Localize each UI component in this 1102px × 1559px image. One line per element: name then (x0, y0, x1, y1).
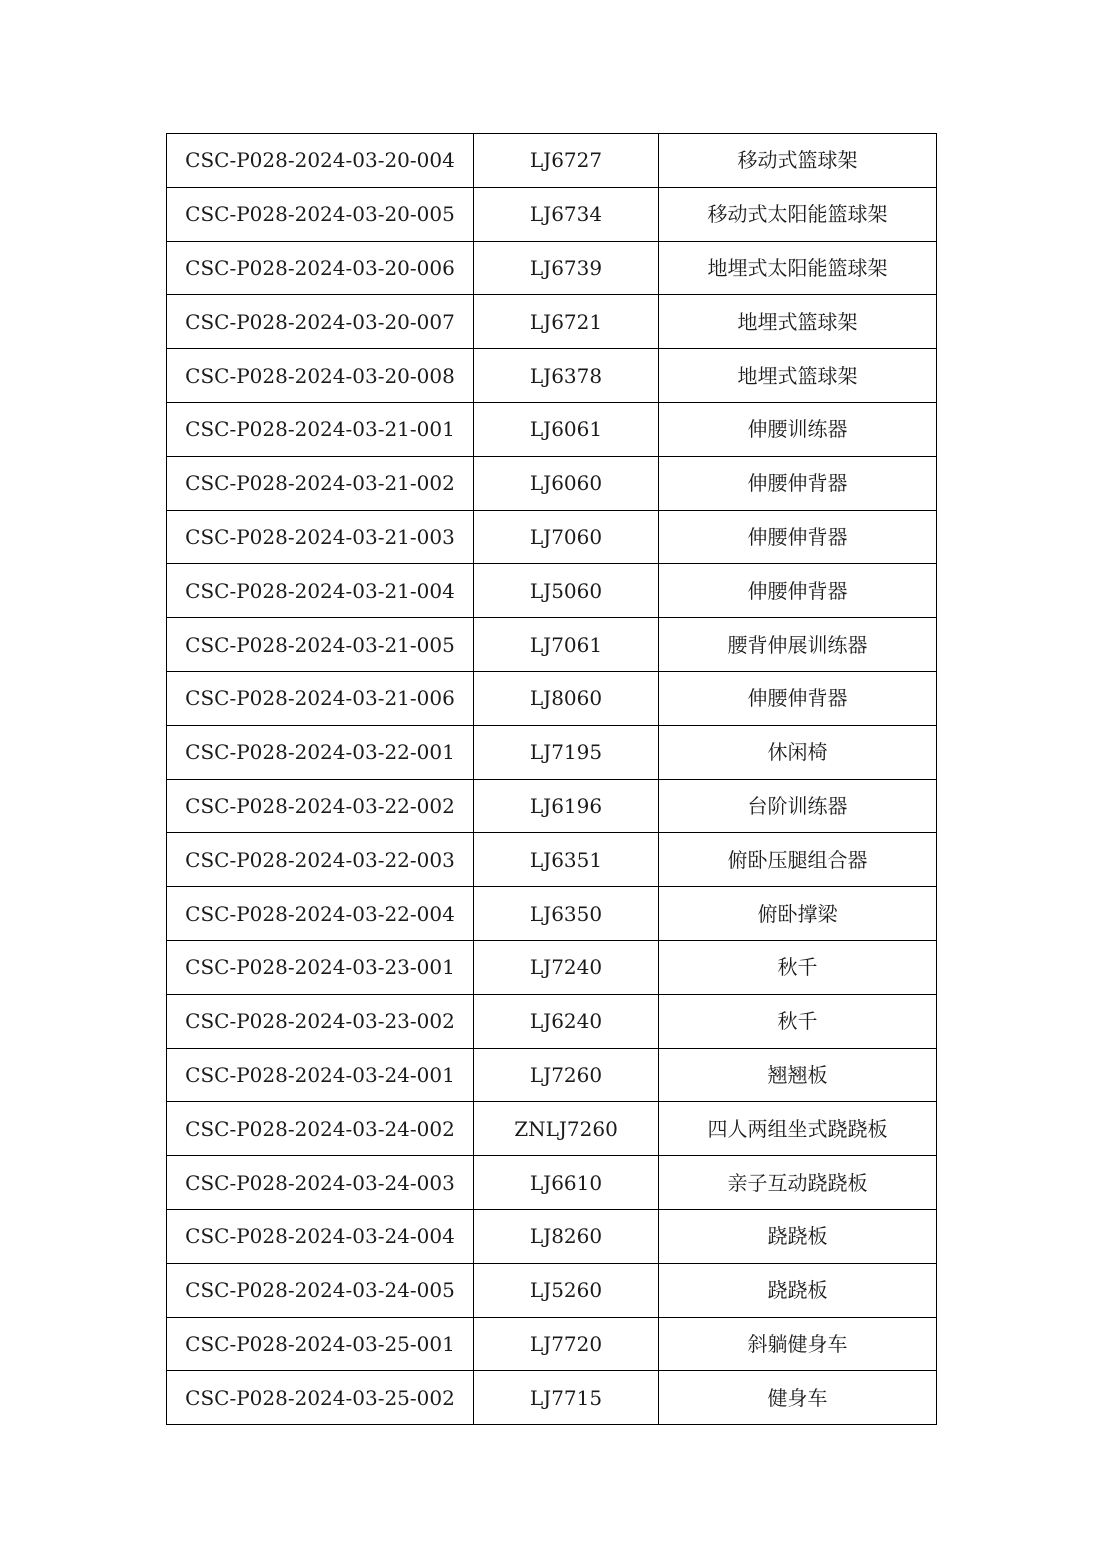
certificate-number-cell: CSC-P028-2024-03-22-004 (167, 887, 474, 941)
model-cell: LJ6240 (474, 994, 659, 1048)
table-row (167, 1048, 937, 1102)
model-cell: LJ7240 (474, 940, 659, 994)
table-row (167, 456, 937, 510)
certificate-number-cell: CSC-P028-2024-03-22-003 (167, 833, 474, 887)
certificate-number-cell: CSC-P028-2024-03-22-002 (167, 779, 474, 833)
table-row (167, 1371, 937, 1425)
certificate-number-cell: CSC-P028-2024-03-21-002 (167, 456, 474, 510)
certificate-number-cell: CSC-P028-2024-03-23-002 (167, 994, 474, 1048)
table-row (167, 1263, 937, 1317)
product-name-cell: 休闲椅 (659, 725, 937, 779)
certificate-number-cell: CSC-P028-2024-03-20-006 (167, 241, 474, 295)
product-name-cell: 跷跷板 (659, 1209, 937, 1263)
product-name-cell: 秋千 (659, 940, 937, 994)
model-cell: LJ6610 (474, 1156, 659, 1210)
model-cell: LJ6060 (474, 456, 659, 510)
table-row (167, 1156, 937, 1210)
table-row (167, 994, 937, 1048)
model-cell: LJ6727 (474, 134, 659, 188)
table-row (167, 1102, 937, 1156)
certificate-number-cell: CSC-P028-2024-03-21-005 (167, 618, 474, 672)
model-cell: LJ6350 (474, 887, 659, 941)
table-row (167, 402, 937, 456)
model-cell: LJ7720 (474, 1317, 659, 1371)
certificate-number-cell: CSC-P028-2024-03-20-004 (167, 134, 474, 188)
table-row (167, 833, 937, 887)
certificate-number-cell: CSC-P028-2024-03-25-001 (167, 1317, 474, 1371)
product-name-cell: 斜躺健身车 (659, 1317, 937, 1371)
product-name-cell: 俯卧撑梁 (659, 887, 937, 941)
table-row (167, 779, 937, 833)
table-body (167, 134, 937, 1425)
model-cell: LJ8260 (474, 1209, 659, 1263)
table-row (167, 295, 937, 349)
certificate-table (166, 133, 937, 1425)
product-name-cell: 亲子互动跷跷板 (659, 1156, 937, 1210)
product-name-cell: 地埋式篮球架 (659, 295, 937, 349)
certificate-number-cell: CSC-P028-2024-03-20-007 (167, 295, 474, 349)
table-row (167, 241, 937, 295)
certificate-number-cell: CSC-P028-2024-03-23-001 (167, 940, 474, 994)
table-row (167, 349, 937, 403)
model-cell: LJ6196 (474, 779, 659, 833)
table-row (167, 618, 937, 672)
certificate-number-cell: CSC-P028-2024-03-24-003 (167, 1156, 474, 1210)
certificate-number-cell: CSC-P028-2024-03-20-005 (167, 187, 474, 241)
certificate-number-cell: CSC-P028-2024-03-25-002 (167, 1371, 474, 1425)
product-name-cell: 腰背伸展训练器 (659, 618, 937, 672)
product-name-cell: 移动式篮球架 (659, 134, 937, 188)
table-row (167, 1209, 937, 1263)
certificate-number-cell: CSC-P028-2024-03-21-001 (167, 402, 474, 456)
table-row (167, 564, 937, 618)
product-name-cell: 俯卧压腿组合器 (659, 833, 937, 887)
table-row (167, 887, 937, 941)
model-cell: LJ5060 (474, 564, 659, 618)
product-name-cell: 移动式太阳能篮球架 (659, 187, 937, 241)
model-cell: LJ7260 (474, 1048, 659, 1102)
model-cell: LJ7195 (474, 725, 659, 779)
model-cell: LJ7715 (474, 1371, 659, 1425)
certificate-number-cell: CSC-P028-2024-03-20-008 (167, 349, 474, 403)
model-cell: LJ5260 (474, 1263, 659, 1317)
certificate-number-cell: CSC-P028-2024-03-21-003 (167, 510, 474, 564)
product-name-cell: 地埋式太阳能篮球架 (659, 241, 937, 295)
model-cell: LJ6061 (474, 402, 659, 456)
product-name-cell: 跷跷板 (659, 1263, 937, 1317)
certificate-number-cell: CSC-P028-2024-03-24-004 (167, 1209, 474, 1263)
product-name-cell: 四人两组坐式跷跷板 (659, 1102, 937, 1156)
model-cell: LJ6378 (474, 349, 659, 403)
product-name-cell: 秋千 (659, 994, 937, 1048)
product-name-cell: 伸腰伸背器 (659, 510, 937, 564)
table-row (167, 725, 937, 779)
certificate-number-cell: CSC-P028-2024-03-21-004 (167, 564, 474, 618)
table-row (167, 671, 937, 725)
certificate-number-cell: CSC-P028-2024-03-22-001 (167, 725, 474, 779)
model-cell: LJ6739 (474, 241, 659, 295)
table-row (167, 940, 937, 994)
model-cell: LJ7061 (474, 618, 659, 672)
table-row (167, 187, 937, 241)
certificate-number-cell: CSC-P028-2024-03-21-006 (167, 671, 474, 725)
model-cell: LJ8060 (474, 671, 659, 725)
product-name-cell: 地埋式篮球架 (659, 349, 937, 403)
table-row (167, 510, 937, 564)
product-name-cell: 伸腰伸背器 (659, 564, 937, 618)
certificate-number-cell: CSC-P028-2024-03-24-001 (167, 1048, 474, 1102)
model-cell: LJ6351 (474, 833, 659, 887)
certificate-number-cell: CSC-P028-2024-03-24-005 (167, 1263, 474, 1317)
product-name-cell: 台阶训练器 (659, 779, 937, 833)
product-name-cell: 伸腰伸背器 (659, 456, 937, 510)
product-name-cell: 翘翘板 (659, 1048, 937, 1102)
product-name-cell: 伸腰训练器 (659, 402, 937, 456)
table-row (167, 1317, 937, 1371)
model-cell: LJ7060 (474, 510, 659, 564)
product-name-cell: 伸腰伸背器 (659, 671, 937, 725)
certificate-number-cell: CSC-P028-2024-03-24-002 (167, 1102, 474, 1156)
model-cell: LJ6734 (474, 187, 659, 241)
model-cell: ZNLJ7260 (474, 1102, 659, 1156)
product-name-cell: 健身车 (659, 1371, 937, 1425)
model-cell: LJ6721 (474, 295, 659, 349)
table-row (167, 134, 937, 188)
